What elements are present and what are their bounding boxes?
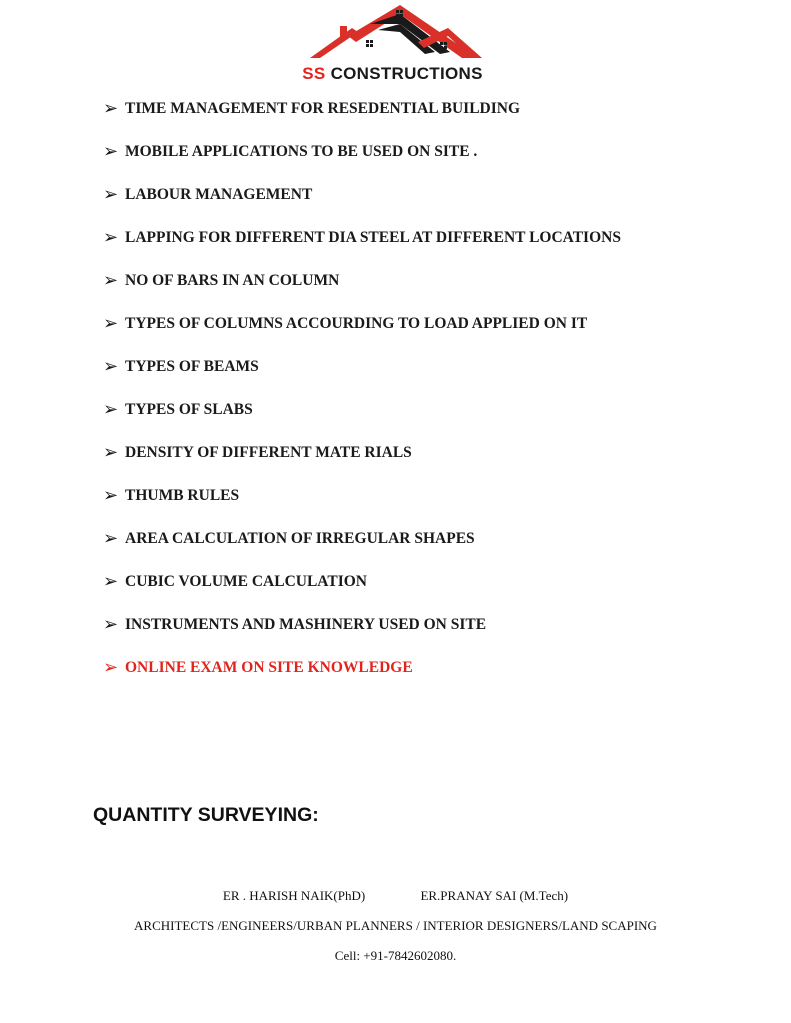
topic-label: MOBILE APPLICATIONS TO BE USED ON SITE .	[125, 143, 478, 160]
topic-label: AREA CALCULATION OF IRREGULAR SHAPES	[125, 530, 475, 547]
arrow-bullet-icon: ➢	[103, 141, 119, 162]
footer-contact: Cell: +91-7842602080.	[334, 948, 457, 963]
footer-services: ARCHITECTS /ENGINEERS/URBAN PLANNERS / INTERIOR DESIGNERS/LAND SCAPING	[134, 918, 657, 933]
topic-item	[103, 571, 763, 614]
topic-item	[103, 614, 763, 657]
section-title: QUANTITY SURVEYING:	[93, 804, 319, 826]
arrow-bullet-icon: ➢	[103, 485, 119, 506]
topic-item	[103, 399, 763, 442]
arrow-bullet-icon: ➢	[103, 227, 119, 248]
logo-text-prefix: SS	[302, 64, 326, 83]
topic-item	[103, 356, 763, 399]
topic-label: TIME MANAGEMENT FOR RESEDENTIAL BUILDING	[125, 100, 521, 117]
topic-item	[103, 313, 763, 356]
topic-label: DENSITY OF DIFFERENT MATE RIALS	[125, 444, 412, 461]
topic-item	[103, 141, 763, 184]
arrow-bullet-icon: ➢	[103, 356, 119, 377]
arrow-bullet-icon: ➢	[103, 614, 119, 635]
topic-item	[103, 270, 763, 313]
logo-text	[300, 64, 485, 84]
topic-label: INSTRUMENTS AND MASHINERY USED ON SITE	[125, 616, 487, 633]
topic-label: TYPES OF SLABS	[125, 401, 253, 418]
arrow-bullet-icon: ➢	[103, 657, 119, 678]
topic-item	[103, 657, 763, 700]
topic-label: ONLINE EXAM ON SITE KNOWLEDGE	[125, 659, 413, 676]
footer-person-1: ER . HARISH NAIK(PhD)	[222, 888, 366, 903]
topic-label: NO OF BARS IN AN COLUMN	[125, 272, 340, 289]
arrow-bullet-icon: ➢	[103, 313, 119, 334]
topic-item	[103, 98, 763, 141]
arrow-bullet-icon: ➢	[103, 442, 119, 463]
company-logo	[300, 2, 485, 88]
topic-item	[103, 485, 763, 528]
topic-label: TYPES OF COLUMNS ACCOURDING TO LOAD APPLIED ON IT	[125, 315, 588, 332]
topic-label: THUMB RULES	[125, 487, 240, 504]
arrow-bullet-icon: ➢	[103, 571, 119, 592]
arrow-bullet-icon: ➢	[103, 528, 119, 549]
topic-item	[103, 442, 763, 485]
topics-list	[103, 98, 763, 700]
arrow-bullet-icon: ➢	[103, 270, 119, 291]
topic-item	[103, 528, 763, 571]
topic-item	[103, 184, 763, 227]
footer-person-2: ER.PRANAY SAI (M.Tech)	[420, 888, 569, 903]
topic-label: LAPPING FOR DIFFERENT DIA STEEL AT DIFFERENT LOCATIONS	[125, 229, 621, 246]
topic-label: LABOUR MANAGEMENT	[125, 186, 313, 203]
footer-names	[0, 888, 791, 904]
topic-label: TYPES OF BEAMS	[125, 358, 259, 375]
arrow-bullet-icon: ➢	[103, 98, 119, 119]
topic-item	[103, 227, 763, 270]
logo-text-suffix: CONSTRUCTIONS	[330, 64, 483, 83]
house-roof-graphic	[300, 2, 485, 66]
arrow-bullet-icon: ➢	[103, 184, 119, 205]
topic-label: CUBIC VOLUME CALCULATION	[125, 573, 367, 590]
arrow-bullet-icon: ➢	[103, 399, 119, 420]
